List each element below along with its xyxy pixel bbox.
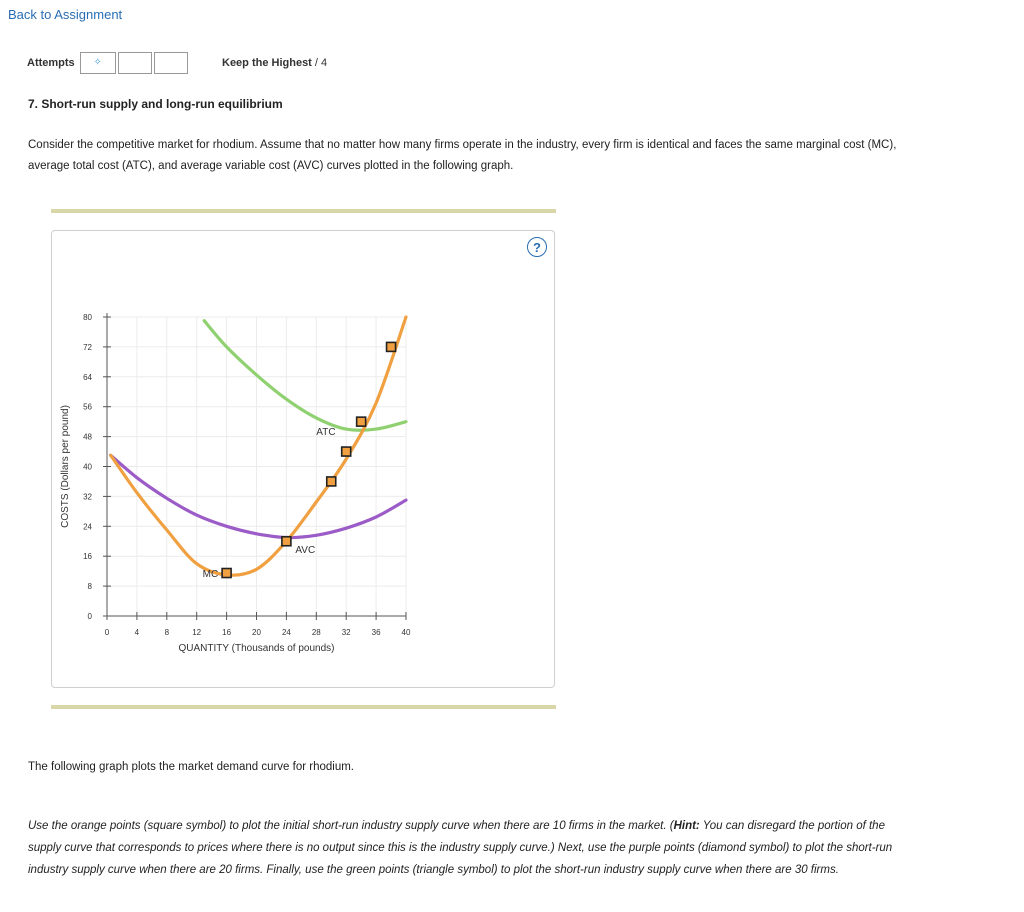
instructions-part2: You can disregard the portion of the supply curve that corresponds to prices where there is no output since this is the industry supply curve.) Next, use the purple points (diamond symbol) to plot the short-run industry supply curve when there are 20 firms. Finally, use the green points (triangle symbol) to plot the short-run industry supply curve when there are 30 firms. bbox=[28, 820, 893, 876]
x-tick-label: 4 bbox=[134, 628, 140, 637]
x-tick-label: 16 bbox=[222, 628, 232, 637]
top-divider bbox=[51, 209, 556, 213]
x-axis-label: QUANTITY (Thousands of pounds) bbox=[178, 643, 335, 654]
mc-curve bbox=[111, 317, 406, 575]
attempt-box-3[interactable] bbox=[154, 52, 188, 74]
keep-highest-label: Keep the Highest bbox=[222, 57, 312, 69]
y-tick-label: 0 bbox=[87, 612, 92, 621]
y-tick-label: 8 bbox=[87, 582, 92, 592]
atc-label: ATC bbox=[316, 427, 336, 439]
x-tick-label: 24 bbox=[281, 628, 291, 637]
question-mark-icon[interactable]: ? bbox=[527, 237, 547, 257]
y-tick-label: 56 bbox=[83, 402, 92, 412]
mc-markers bbox=[222, 342, 395, 577]
attempts-row bbox=[27, 51, 190, 75]
cost-curves bbox=[111, 317, 406, 575]
market-demand-text: The following graph plots the market demand curve for rhodium. bbox=[28, 761, 354, 773]
mc-square-marker bbox=[342, 447, 351, 456]
y-tick-label: 24 bbox=[83, 522, 92, 532]
keep-highest-value: / 4 bbox=[314, 57, 328, 69]
mc-square-marker bbox=[222, 569, 231, 578]
attempts-label: Attempts bbox=[27, 57, 75, 69]
avc-label: AVC bbox=[295, 545, 316, 557]
mc-square-marker bbox=[387, 342, 396, 351]
question-title: 7. Short-run supply and long-run equilibrium bbox=[28, 97, 283, 111]
back-to-assignment-link[interactable]: Back to Assignment bbox=[8, 7, 123, 22]
x-tick-label: 40 bbox=[401, 628, 411, 637]
bottom-divider bbox=[51, 705, 556, 709]
cost-curves-graph-panel bbox=[51, 230, 555, 688]
y-tick-label: 40 bbox=[83, 462, 92, 472]
cost-curves-chart bbox=[52, 231, 556, 689]
x-tick-label: 8 bbox=[164, 628, 170, 637]
hint-label: Hint: bbox=[673, 820, 700, 832]
instructions-part1: Use the orange points (square symbol) to plot the initial short-run industry supply curve when there are 10 firms in the market. ( bbox=[28, 820, 674, 832]
y-tick-label: 16 bbox=[83, 552, 92, 562]
axes bbox=[60, 313, 411, 654]
y-tick-label: 64 bbox=[83, 372, 92, 382]
y-tick-label: 72 bbox=[83, 342, 92, 352]
keep-highest-text bbox=[222, 57, 327, 69]
instructions-text bbox=[28, 815, 898, 881]
x-tick-label: 20 bbox=[252, 628, 261, 637]
y-tick-label: 80 bbox=[83, 313, 92, 322]
mc-square-marker bbox=[327, 477, 336, 486]
x-tick-label: 28 bbox=[311, 628, 321, 637]
x-tick-label: 36 bbox=[371, 628, 381, 637]
mc-label: MC bbox=[202, 568, 219, 580]
question-body: Consider the competitive market for rhodium. Assume that no matter how many firms operate in the industry, every firm is identical and faces the same marginal cost (MC), average total cost (ATC), and average variable cost (AVC) curves plotted in the following graph. bbox=[28, 139, 897, 172]
mc-square-marker bbox=[282, 537, 291, 546]
y-axis-label: COSTS (Dollars per pound) bbox=[60, 405, 71, 528]
attempt-box-2[interactable] bbox=[118, 52, 152, 74]
attempt-box-1[interactable] bbox=[80, 52, 116, 74]
x-tick-label: 32 bbox=[341, 628, 351, 637]
mc-square-marker bbox=[357, 417, 366, 426]
y-tick-label: 48 bbox=[83, 432, 92, 442]
y-tick-label: 32 bbox=[83, 492, 92, 502]
x-tick-label: 0 bbox=[104, 628, 110, 637]
attempt-diamond-icon: ✧ bbox=[93, 57, 102, 68]
x-tick-label: 12 bbox=[192, 628, 202, 637]
grid bbox=[107, 317, 406, 616]
